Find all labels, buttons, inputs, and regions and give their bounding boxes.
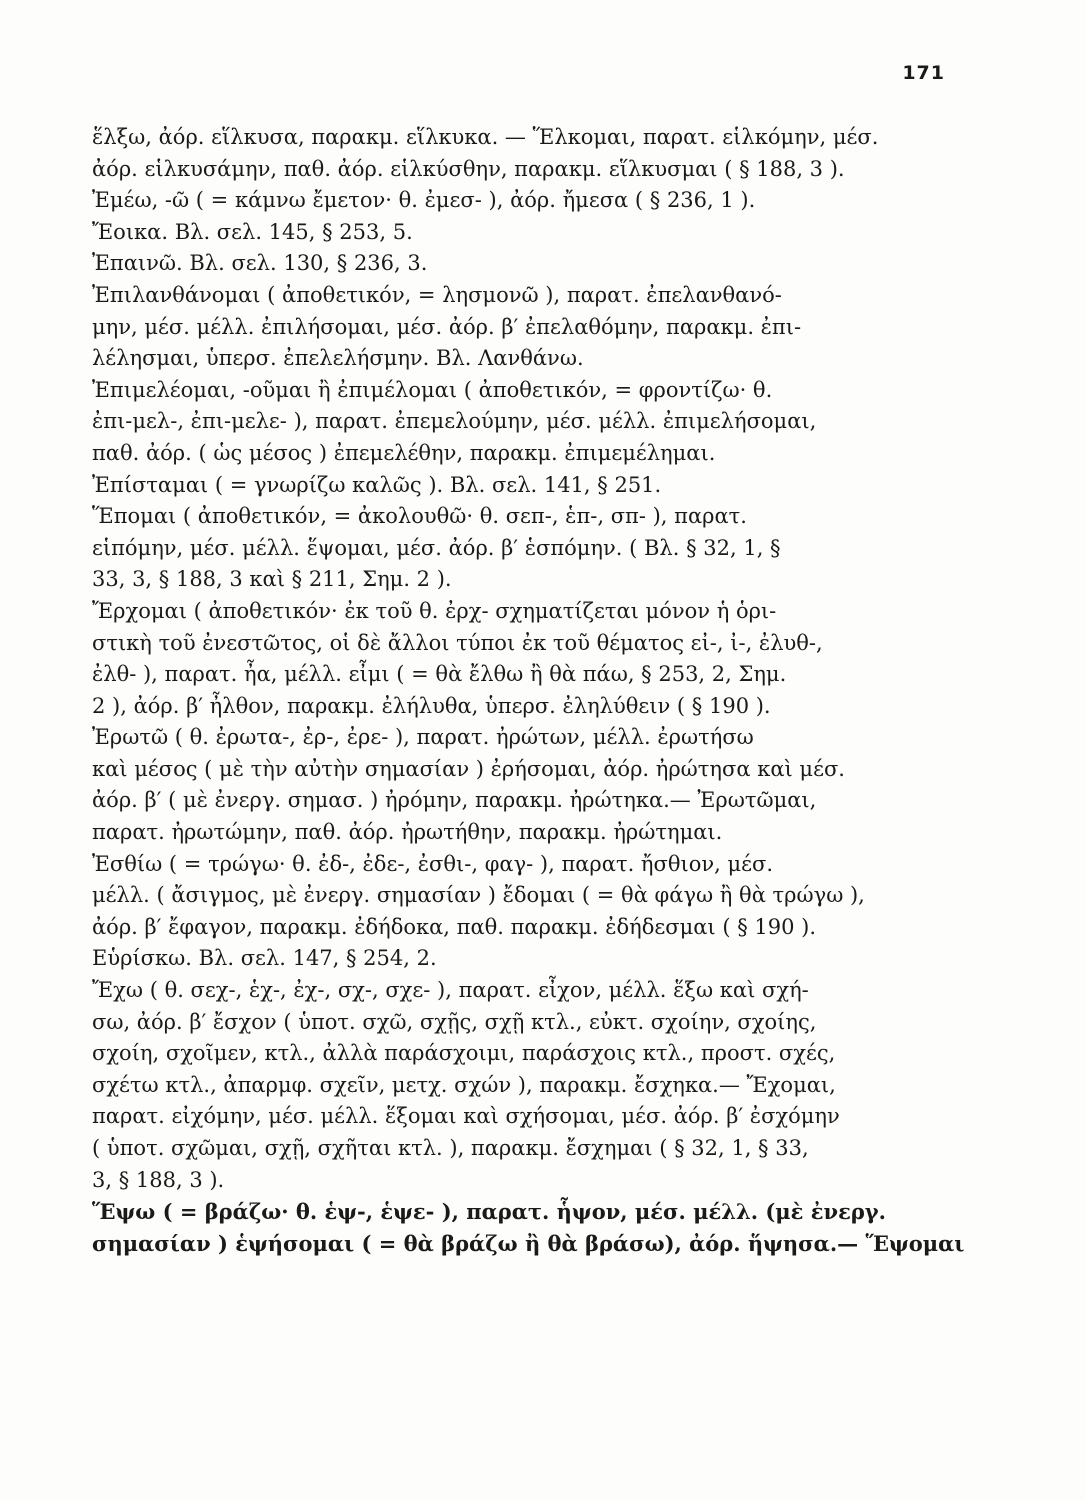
text-line: Ἕπομαι ( ἀποθετικόν, = ἀκολουθῶ· θ. σεπ-, ἑπ-, σπ- ), παρατ.	[92, 504, 747, 529]
text-line: σχοίη, σχοῖμεν, κτλ., ἀλλὰ παράσχοιμι, παράσχοις κτλ., προστ. σχές,	[92, 1041, 836, 1066]
text-line: σχέτω κτλ., ἀπαρμφ. σχεῖν, μετχ. σχών ), παρακμ. ἔσχηκα.— Ἔχομαι,	[92, 1072, 836, 1097]
text-line: Ἐπιλανθάνομαι ( ἀποθετικόν, = λησμονῶ ), παρατ. ἐπελανθανό-	[92, 282, 782, 307]
text-line: ἀόρ. β′ ( μὲ ἐνεργ. σημασ. ) ἠρόμην, παρακμ. ἠρώτηκα.— Ἐρωτῶμαι,	[92, 788, 817, 813]
text-line: Ἕψω ( = βράζω· θ. ἑψ-, ἑψε- ), παρατ. ἧψον, μέσ. μέλλ. (μὲ ἐνεργ.	[92, 1199, 886, 1225]
text-line: σημασίαν ) ἑψήσομαι ( = θὰ βράζω ἢ θὰ βράσω), ἀόρ. ἥψησα.— Ἕψομαι	[92, 1230, 965, 1256]
text-line: μην, μέσ. μέλλ. ἐπιλήσομαι, μέσ. ἀόρ. β′ ἐπελαθόμην, παρακμ. ἐπι-	[92, 314, 802, 339]
text-line: παρατ. εἰχόμην, μέσ. μέλλ. ἕξομαι καὶ σχήσομαι, μέσ. ἀόρ. β′ ἐσχόμην	[92, 1104, 840, 1129]
text-line: Ἔχω ( θ. σεχ-, ἑχ-, ἐχ-, σχ-, σχε- ), παρατ. εἶχον, μέλλ. ἕξω καὶ σχή-	[92, 978, 809, 1003]
text-line: Ἐπαινῶ. Βλ. σελ. 130, § 236, 3.	[92, 251, 428, 276]
text-line: 2 ), ἀόρ. β′ ἦλθον, παρακμ. ἐλήλυθα, ὑπερσ. ἐληλύθειν ( § 190 ).	[92, 693, 771, 718]
text-line: σω, ἀόρ. β′ ἔσχον ( ὑποτ. σχῶ, σχῇς, σχῇ κτλ., εὐκτ. σχοίην, σχοίης,	[92, 1009, 817, 1034]
text-line: ἐπι-μελ-, ἐπι-μελε- ), παρατ. ἐπεμελούμην, μέσ. μέλλ. ἐπιμελήσομαι,	[92, 409, 817, 434]
text-line: ἕλξω, ἀόρ. εἵλκυσα, παρακμ. εἵλκυκα. — Ἕλκομαι, παρατ. εἱλκόμην, μέσ.	[92, 125, 879, 149]
text-line: Ἔρχομαι ( ἀποθετικόν· ἐκ τοῦ θ. ἐρχ- σχηματίζεται μόνον ἡ ὁρι-	[92, 598, 777, 623]
text-line: στικὴ τοῦ ἐνεστῶτος, οἱ δὲ ἄλλοι τύποι ἐκ τοῦ θέματος εἰ-, ἰ-, ἐλυθ-,	[92, 630, 823, 655]
text-line: καὶ μέσος ( μὲ τὴν αὐτὴν σημασίαν ) ἐρήσομαι, ἀόρ. ἠρώτησα καὶ μέσ.	[92, 756, 845, 781]
text-line: 33, 3, § 188, 3 καὶ § 211, Σημ. 2 ).	[92, 567, 452, 592]
text-line: Ἐσθίω ( = τρώγω· θ. ἐδ-, ἐδε-, ἐσθι-, φαγ- ), παρατ. ἤσθιον, μέσ.	[92, 851, 774, 876]
text-line: 3, § 188, 3 ).	[92, 1167, 225, 1192]
text-line: ἀόρ. εἱλκυσάμην, παθ. ἀόρ. εἱλκύσθην, παρακμ. εἵλκυσμαι ( § 188, 3 ).	[92, 156, 845, 181]
text-line: μέλλ. ( ἄσιγμος, μὲ ἐνεργ. σημασίαν ) ἔδομαι ( = θὰ φάγω ἢ θὰ τρώγω ),	[92, 883, 865, 908]
text-line: εἱπόμην, μέσ. μέλλ. ἕψομαι, μέσ. ἀόρ. β′ ἑσπόμην. ( Βλ. § 32, 1, §	[92, 535, 781, 560]
text-line: Εὑρίσκω. Βλ. σελ. 147, § 254, 2.	[92, 946, 437, 971]
text-line: Ἐρωτῶ ( θ. ἐρωτα-, ἐρ-, ἐρε- ), παρατ. ἠρώτων, μέλλ. ἐρωτήσω	[92, 725, 754, 750]
text-line: Ἐπίσταμαι ( = γνωρίζω καλῶς ). Βλ. σελ. 141, § 251.	[92, 472, 662, 497]
text-line: ἐλθ- ), παρατ. ἦα, μέλλ. εἶμι ( = θὰ ἔλθω ἢ θὰ πάω, § 253, 2, Σημ.	[92, 662, 787, 687]
text-line: λέλησμαι, ὑπερσ. ἐπελελήσμην. Βλ. Λανθάνω.	[92, 346, 584, 371]
text-line: Ἐμέω, -ῶ ( = κάμνω ἔμετον· θ. ἐμεσ- ), ἀόρ. ἤμεσα ( § 236, 1 ).	[92, 188, 756, 213]
dictionary-text-block	[92, 122, 964, 1259]
page-number: 171	[902, 62, 945, 84]
text-line: παρατ. ἠρωτώμην, παθ. ἀόρ. ἠρωτήθην, παρακμ. ἠρώτημαι.	[92, 820, 723, 845]
text-line: παθ. ἀόρ. ( ὡς μέσος ) ἐπεμελέθην, παρακμ. ἐπιμεμέλημαι.	[92, 440, 716, 465]
text-line: ἀόρ. β′ ἔφαγον, παρακμ. ἐδήδοκα, παθ. παρακμ. ἐδήδεσμαι ( § 190 ).	[92, 914, 817, 939]
text-line: Ἐπιμελέομαι, -οῦμαι ἢ ἐπιμέλομαι ( ἀποθετικόν, = φροντίζω· θ.	[92, 377, 773, 402]
text-line: ( ὑποτ. σχῶμαι, σχῇ, σχῆται κτλ. ), παρακμ. ἔσχημαι ( § 32, 1, § 33,	[92, 1136, 809, 1160]
text-line: Ἔοικα. Βλ. σελ. 145, § 253, 5.	[92, 219, 413, 244]
